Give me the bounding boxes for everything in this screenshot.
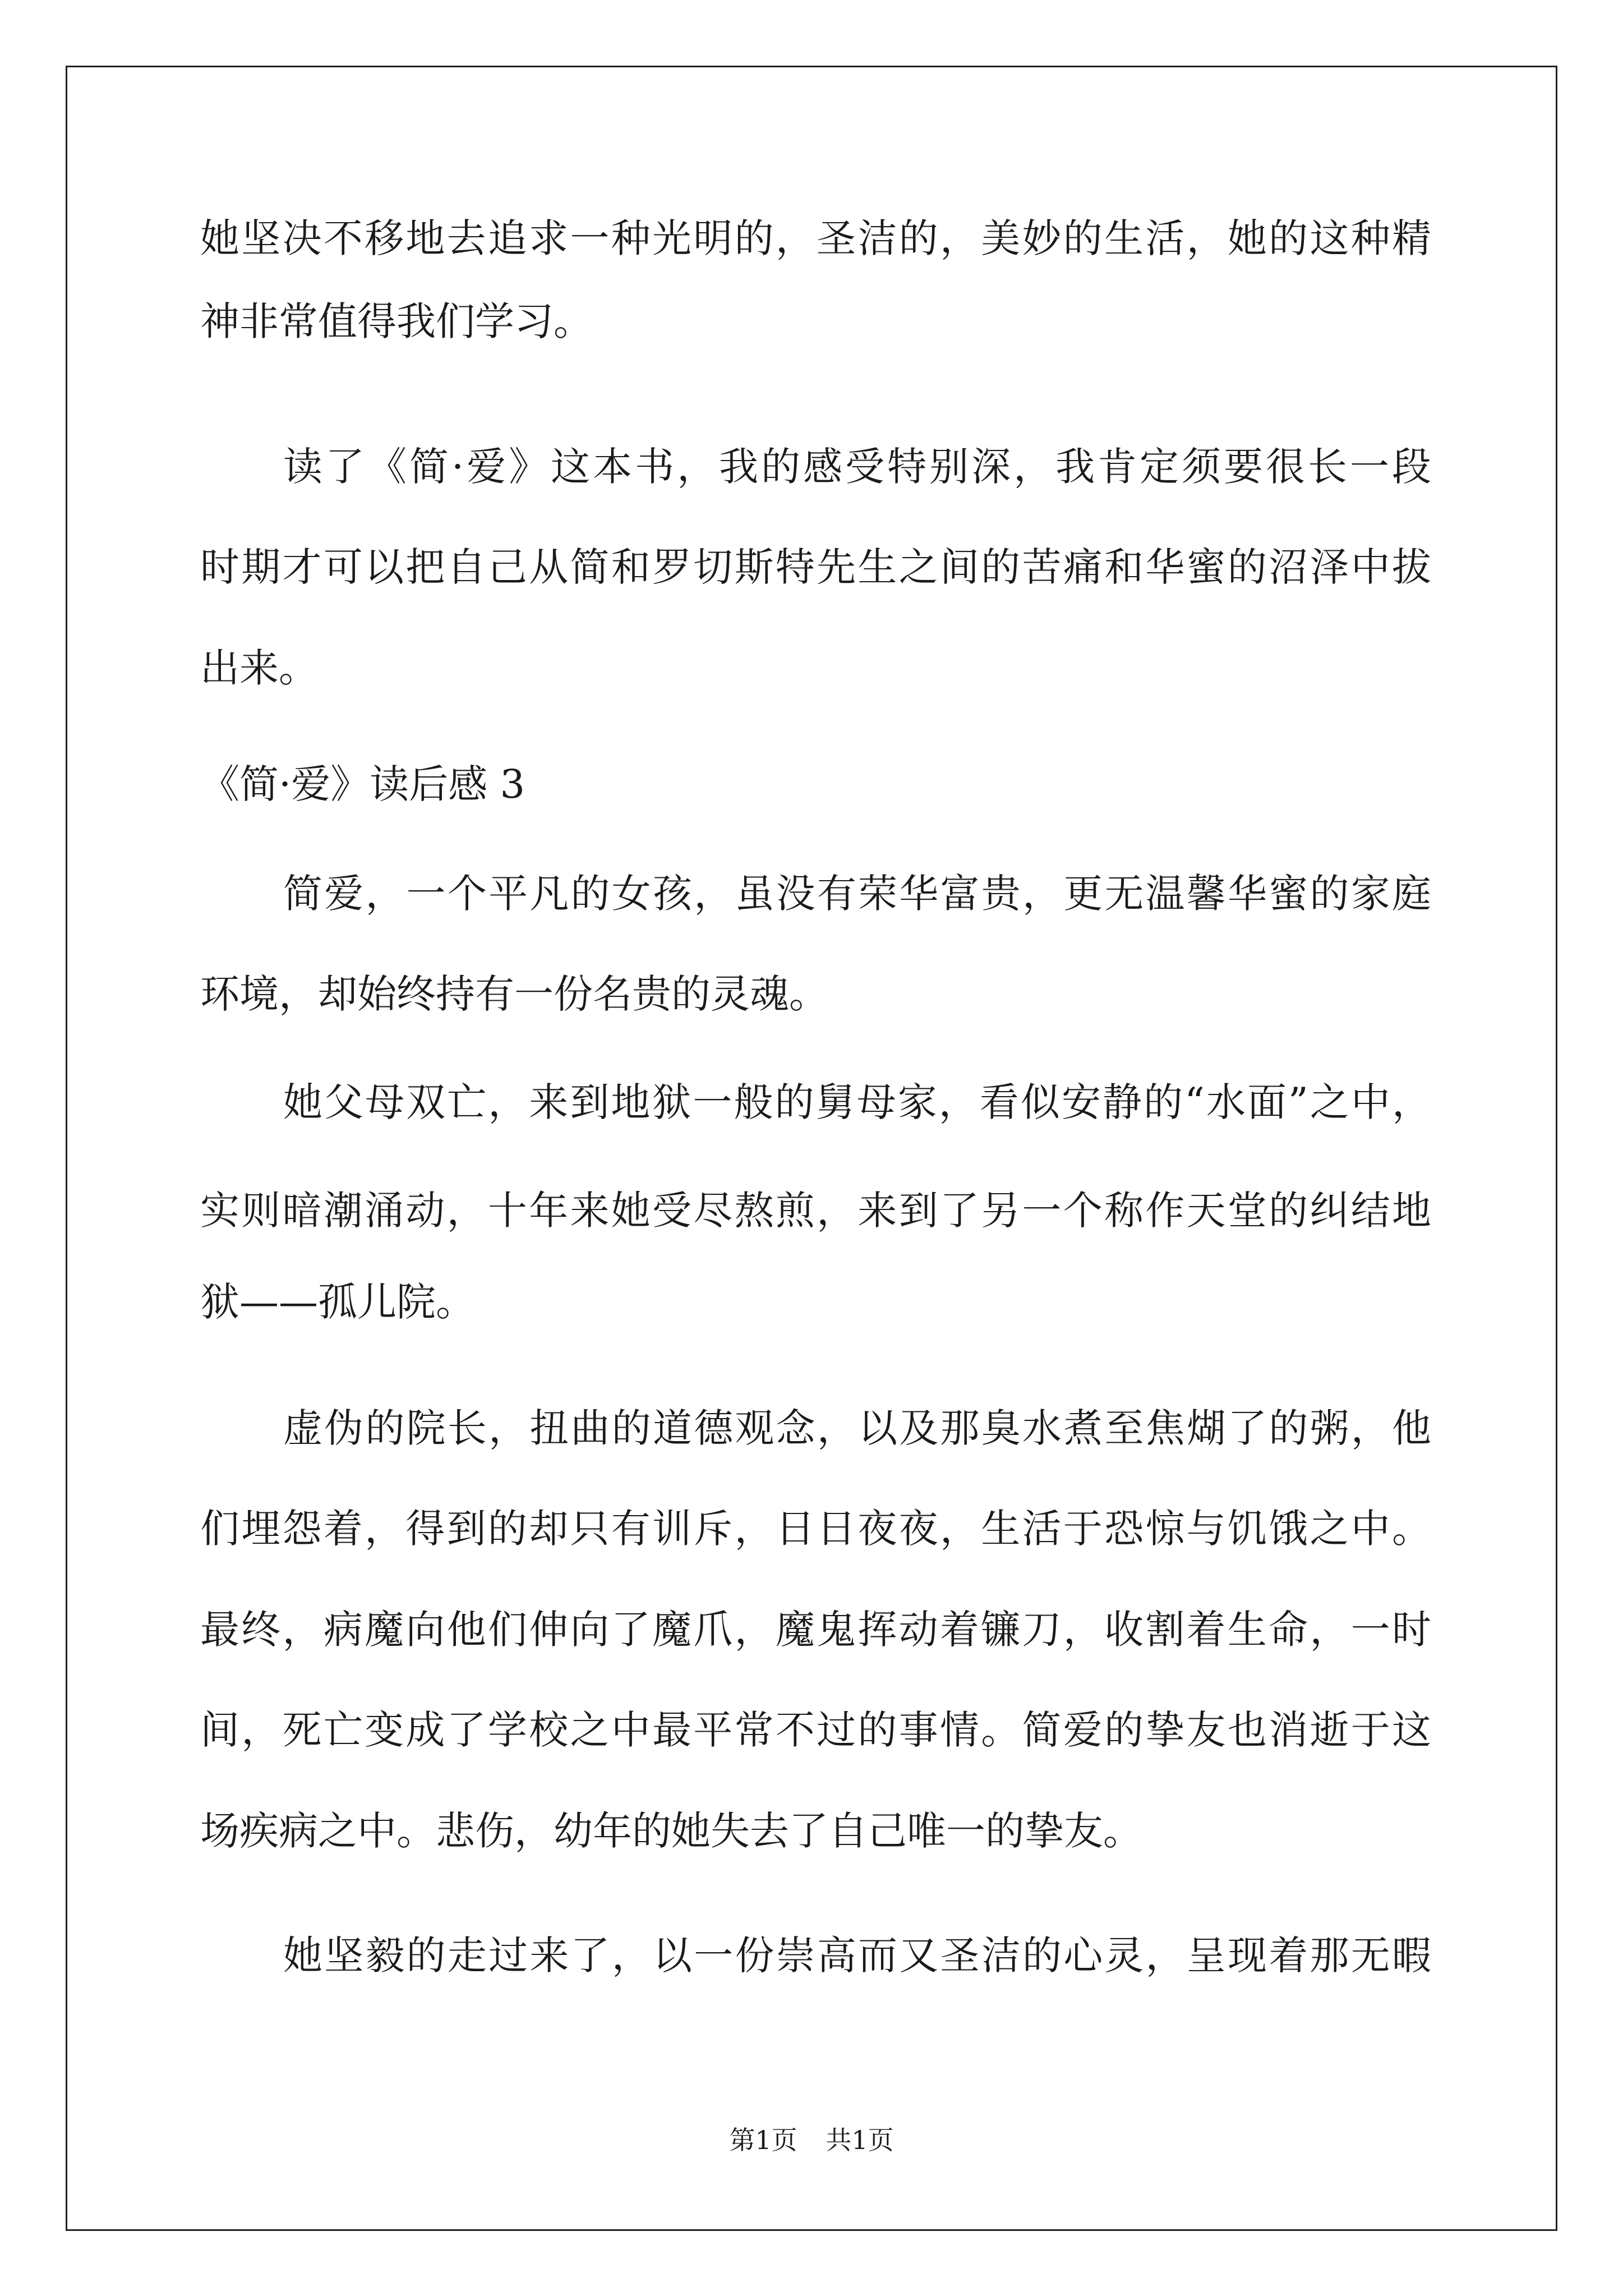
text-line: 她父母双亡，来到地狱一般的舅母家，看似安静的“水面”之中，	[283, 1079, 1431, 1125]
text-line: 实则暗潮涌动，十年来她受尽熬煎，来到了另一个称作天堂的纠结地	[200, 1188, 1431, 1234]
text-line: 虚伪的院长，扭曲的道德观念，以及那臭水煮至焦煳了的粥，他	[283, 1405, 1431, 1451]
text-line: 狱——孤儿院。	[200, 1279, 475, 1325]
section-heading: 《简·爱》读后感 3	[200, 761, 525, 807]
page-footer	[0, 2123, 1623, 2157]
page-number: 第1页	[729, 2125, 797, 2155]
page-border	[66, 66, 1557, 2231]
text-line: 间，死亡变成了学校之中最平常不过的事情。简爱的挚友也消逝于这	[200, 1707, 1431, 1753]
text-line: 们埋怨着，得到的却只有训斥，日日夜夜，生活于恐惊与饥饿之中。	[200, 1506, 1431, 1552]
page-total: 共1页	[826, 2125, 894, 2155]
text-line: 神非常值得我们学习。	[200, 298, 593, 344]
text-line: 时期才可以把自己从简和罗切斯特先生之间的苦痛和华蜜的沼泽中拔	[200, 544, 1431, 590]
text-line: 场疾病之中。悲伤，幼年的她失去了自己唯一的挚友。	[200, 1808, 1142, 1854]
text-line: 简爱，一个平凡的女孩，虽没有荣华富贵，更无温馨华蜜的家庭	[283, 871, 1431, 917]
text-line: 出来。	[200, 645, 318, 691]
text-line: 读了《简·爱》这本书，我的感受特别深，我肯定须要很长一段	[283, 444, 1431, 490]
text-line: 环境，却始终持有一份名贵的灵魂。	[200, 971, 828, 1017]
text-line: 她坚毅的走过来了，以一份崇高而又圣洁的心灵，呈现着那无暇	[283, 1932, 1431, 1978]
text-line: 她坚决不移地去追求一种光明的，圣洁的，美妙的生活，她的这种精	[200, 215, 1431, 261]
text-line: 最终，病魔向他们伸向了魔爪，魔鬼挥动着镰刀，收割着生命，一时	[200, 1607, 1431, 1653]
